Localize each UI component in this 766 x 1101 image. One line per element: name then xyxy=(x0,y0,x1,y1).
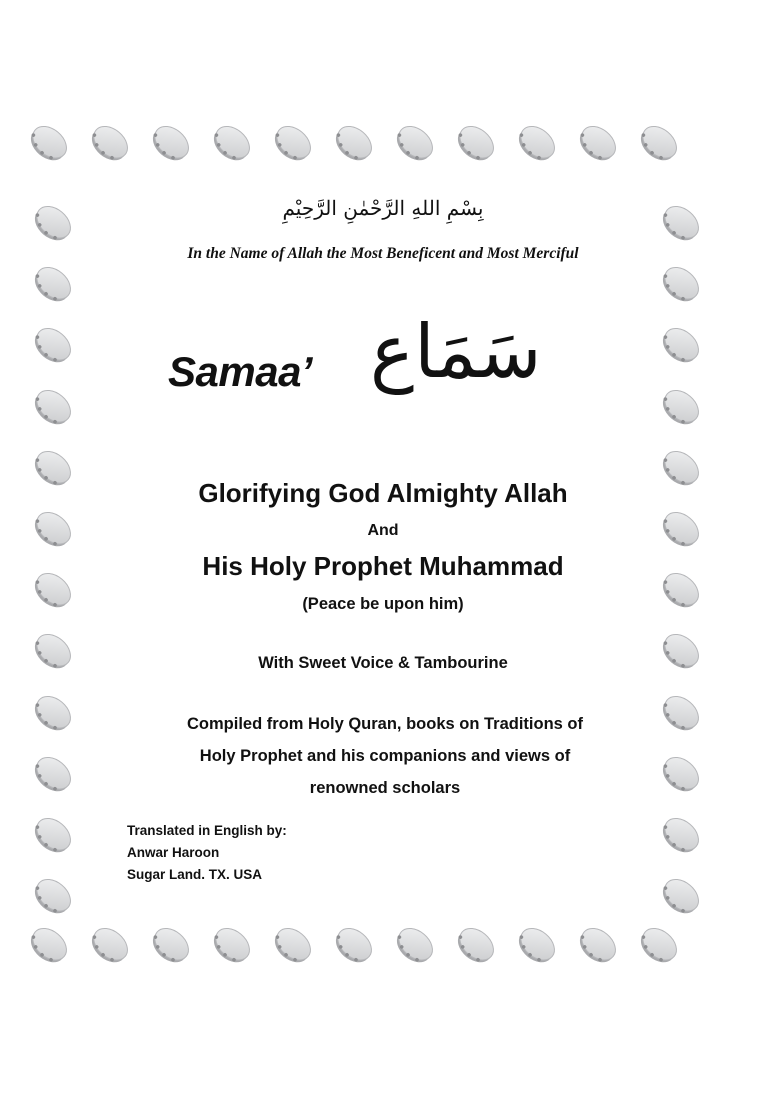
tambourine-icon xyxy=(636,120,682,166)
tambourine-icon xyxy=(30,873,76,919)
book-title xyxy=(160,308,600,418)
tambourine-icon xyxy=(658,751,704,797)
tambourine-icon xyxy=(209,922,255,968)
tambourine-icon xyxy=(658,384,704,430)
tambourine-icon xyxy=(30,322,76,368)
bismillah-calligraphy: بِسْمِ اللهِ الرَّحْمٰنِ الرَّحِيْمِ xyxy=(282,196,484,220)
translator-label: Translated in English by: xyxy=(127,823,287,838)
tambourine-icon xyxy=(658,690,704,736)
tambourine-icon xyxy=(392,120,438,166)
tambourine-icon xyxy=(392,922,438,968)
tambourine-icon xyxy=(575,120,621,166)
tambourine-icon xyxy=(575,922,621,968)
tambourine-icon xyxy=(30,690,76,736)
translator-name: Anwar Haroon xyxy=(127,845,220,860)
tambourine-icon xyxy=(87,120,133,166)
tambourine-icon xyxy=(26,922,72,968)
compiled-line: Holy Prophet and his companions and views of xyxy=(199,747,571,765)
tambourine-icon xyxy=(514,922,560,968)
bismillah-translation: In the Name of Allah the Most Beneficent and Most Merciful xyxy=(187,245,579,262)
tambourine-icon xyxy=(658,322,704,368)
tambourine-icon xyxy=(30,751,76,797)
tambourine-icon xyxy=(514,120,560,166)
tambourine-icon xyxy=(148,922,194,968)
tambourine-icon xyxy=(636,922,682,968)
tambourine-icon xyxy=(658,812,704,858)
tambourine-icon xyxy=(453,922,499,968)
title-latin: Samaa’ xyxy=(168,348,313,395)
tambourine-icon xyxy=(30,261,76,307)
tambourine-icon xyxy=(658,873,704,919)
tambourine-icon xyxy=(30,812,76,858)
tambourine-icon xyxy=(209,120,255,166)
heading-line2: His Holy Prophet Muhammad xyxy=(202,551,564,581)
tambourine-icon xyxy=(453,120,499,166)
heading-line1: Glorifying God Almighty Allah xyxy=(198,478,568,508)
translator-block xyxy=(127,820,287,886)
tambourine-icon xyxy=(30,384,76,430)
title-arabic: سَمَاع xyxy=(370,309,542,395)
tambourine-icon xyxy=(270,120,316,166)
compiled-description xyxy=(140,708,630,804)
tambourine-icon xyxy=(331,120,377,166)
tambourine-icon xyxy=(148,120,194,166)
tambourine-icon xyxy=(26,120,72,166)
heading-and: And xyxy=(367,522,399,539)
tambourine-icon xyxy=(331,922,377,968)
compiled-line: Compiled from Holy Quran, books on Traditions of xyxy=(186,715,584,733)
compiled-line: renowned scholars xyxy=(309,779,461,797)
heading-pbuh: (Peace be upon him) xyxy=(302,595,464,613)
subtitle: With Sweet Voice & Tambourine xyxy=(258,654,508,672)
tambourine-icon xyxy=(270,922,316,968)
tambourine-icon xyxy=(87,922,133,968)
translator-location: Sugar Land. TX. USA xyxy=(127,867,263,882)
tambourine-icon xyxy=(658,261,704,307)
